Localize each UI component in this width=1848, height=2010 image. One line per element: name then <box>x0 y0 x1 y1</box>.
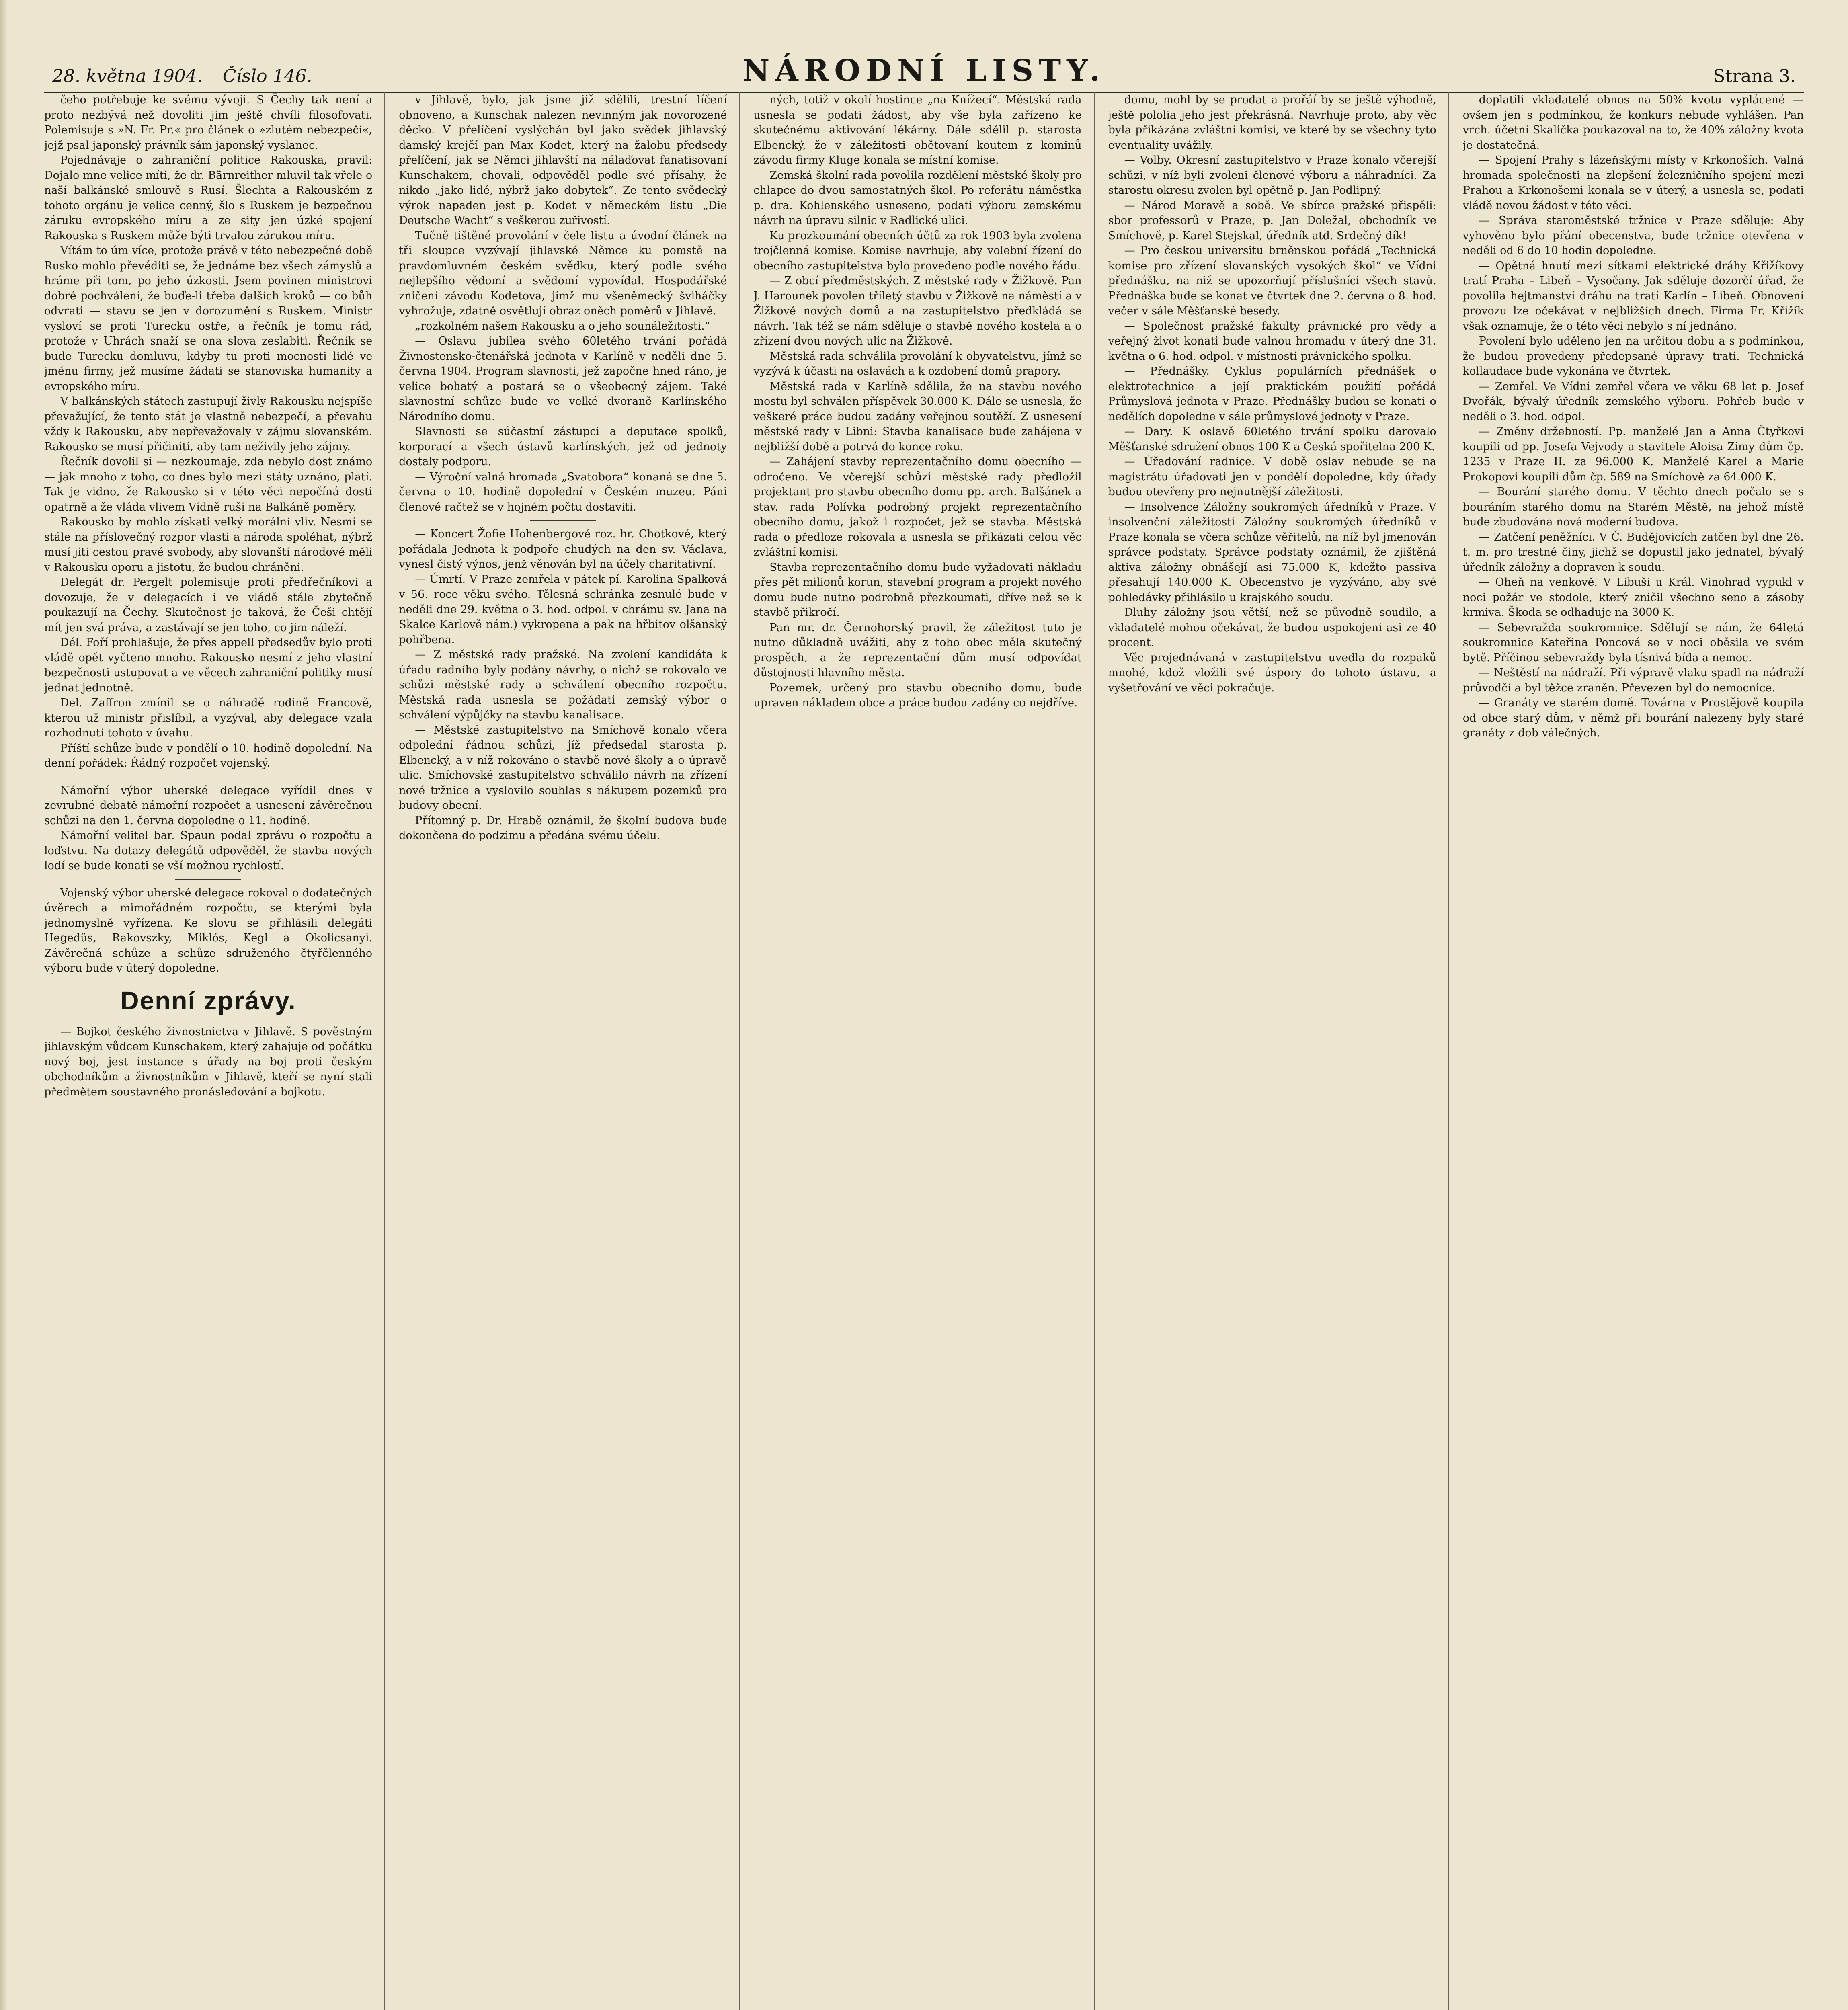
article-paragraph: Městská rada schválila provolání k obyvatelstvu, jímž se vyzývá k účasti na oslavách a k ozdobení domů prapory. <box>753 350 1082 377</box>
article-paragraph: — Zatčení peněžníci. V Č. Budějovicích zatčen byl dne 26. t. m. pro trestné činy, jichž se dopustil jako jednatel, bývalý úředník záložny a dopraven k soudu. <box>1462 531 1804 574</box>
article-paragraph: Delegát dr. Pergelt polemisuje proti předřečníkovi a dovozuje, že v delegacích i ve vládě stále zbytečně poukazují na Čechy. Skutečnost je taková, že Češi chtějí mít jen svá práva, a zastávají se jen toho, co jim náleží. <box>44 576 373 634</box>
section-heading: Denní zprávy. <box>120 986 296 1015</box>
article-paragraph: — Přednášky. Cyklus populárních přednášek o elektrotechnice a její praktickém použití pořádá Průmyslová jednota v Praze. Přednášky budou se konati o nedělích dopoledne v sále průmyslové jednoty v Praze. <box>1108 365 1436 423</box>
article-paragraph: doplatili vkladatelé obnos na 50% kvotu vyplácené — ovšem jen s podmínkou, že konkurs nebude vyhlášen. Pan vrch. účetní Skalička poukazoval na to, že 40% záložny kvota je dostatečná. <box>1462 94 1804 152</box>
article-paragraph: Rakousko by mohlo získati velký morální vliv. Nesmí se stále na příslovečný rozpor vlasti a národa spoléhat, nýbrž musí jiti cestou pravé svobody, aby slovanští národové měli v Rakousku oporu a jistotu, že budou chráněni. <box>44 516 373 574</box>
page-number: Strana 3. <box>1713 66 1796 86</box>
article-paragraph: ných, totiž v okolí hostince „na Knížecí“. Městská rada usnesla se podati žádost, aby vše byla zařízeno ke skutečnému aktivování lékárny. Dále sdělil p. starosta Elbencký, že v záležitosti obětovaní koutem z kominů závodu firmy Kluge konala se místní komise. <box>753 94 1082 166</box>
article-paragraph: — Z městské rady pražské. Na zvolení kandidáta k úřadu radního byly podány návrhy, o nichž se rokovalo ve schůzi městské rady a schválení obecního rozpočtu. Městská rada usnesla se požádati zemský výbor o schválení výpůjčky na stavbu kanalisace. <box>399 648 727 721</box>
article-paragraph: Vojenský výbor uherské delegace rokoval o dodatečných úvěrech a mimořádném rozpočtu, se kterými byla jednomyslně vyřízena. Ke slovu se přihlásili delegáti Hegedüs, Rakovszky, Miklós, Kegl a Okolicsanyi. Závěrečná schůze a schůze sdruženého čtyřčlenného výboru bude v úterý dopoledne. <box>44 886 373 974</box>
column-3 <box>753 92 1094 2010</box>
article-paragraph: — Oslavu jubilea svého 60letého trvání pořádá Živnostensko-čtenářská jednota v Karlíně v neděli dne 5. června 1904. Program slavnosti, jež započne hned ráno, je velice bohatý a postará se o všeobecný zájem. Také slavnostní schůze bude ve velké dvoraně Karlínského Národního domu. <box>399 335 727 423</box>
article-paragraph: Městská rada v Karlíně sdělila, že na stavbu nového mostu byl schválen příspěvek 30.000 K. Dále se usnesla, že veškeré práce budou zadány veřejnou soutěží. Z usnesení městské rady v Libni: Stavba kanalisace bude zahájena v nejbližší době a potrvá do konce roku. <box>753 380 1082 453</box>
article-paragraph: — Oheň na venkově. V Libuši u Král. Vinohrad vypukl v noci požár ve stodole, který zničil všechno seno a zásoby krmiva. Škoda se odhaduje na 3000 K. <box>1462 576 1804 619</box>
article-paragraph: Del. Zaffron zmínil se o náhradě rodině Francově, kterou už ministr přislíbil, a vyzýval, aby delegace vzala rozhodnutí tohoto v úvahu. <box>44 697 373 739</box>
article-paragraph: Slavnosti se súčastní zástupci a deputace spolků, korporací a všech ústavů karlínských, jež od jednoty dostaly podporu. <box>399 425 727 468</box>
article-paragraph: — Úmrtí. V Praze zemřela v pátek pí. Karolina Spalková v 56. roce věku svého. Tělesná schránka zesnulé bude v neděli dne 29. května o 3. hod. odpol. v chrámu sv. Jana na Skalce Karlově nám.) vykropena a pak na hřbitov olšanský pohřbena. <box>399 573 727 646</box>
article-paragraph: — Národ Moravě a sobě. Ve sbírce pražské přispěli: sbor professorů v Praze, p. Jan Doležal, obchodník ve Smíchově, p. Karel Stejskal, úředník atd. Srdečný dík! <box>1108 199 1436 242</box>
column-4 <box>1108 92 1449 2010</box>
article-paragraph: Vítám to úm více, protože právě v této nebezpečné době Rusko mohlo převéditi se, že jednáme bez všech zámyslů a hráme při tom, po jeho úzkosti. Jsem povinen ministrovi dobré pochválení, že buďe-li třeba dalších kroků — co bůh odvrati — stavu se jen v dorozumění s Ruskem. Ministr vysloví se proti Turecku ostře, a řečník je tomu rád, protože v Uhrách snaží se ona slova zeslabiti. Řečník se bude Turecku domluvu, kdyby tu proti mocnosti lidé ve jménu firmy, jež musíme žádati se stanoviska humanity a evropského míru. <box>44 244 373 393</box>
article-paragraph: Pozemek, určený pro stavbu obecního domu, bude upraven nákladem obce a práce budou zadány co nejdříve. <box>753 681 1082 709</box>
article-paragraph: — Spojení Prahy s lázeňskými místy v Krkonoších. Valná hromada společnosti na zlepšení železničního spojení mezi Prahou a Krkonošemi konala se v úterý, a usnesla se, podati vládě novou žádost v této věci. <box>1462 154 1804 212</box>
article-paragraph: — Výroční valná hromada „Svatobora“ konaná se dne 5. června o 10. hodině dopolední v Českém muzeu. Páni členové račtež se v hojném počtu dostaviti. <box>399 470 727 513</box>
column-2 <box>399 92 740 2010</box>
article-paragraph: — Městské zastupitelstvo na Smíchově konalo včera odpolední řádnou schůzi, jíž předsedal starosta p. Elbencký, a v níž rokováno o stavbě nové školy a o úpravě ulic. Smíchovské zastupitelstvo schválilo návrh na zřízení nové tržnice a vyslovilo souhlas s nákupem pozemků pro budovy obecní. <box>399 724 727 812</box>
article-paragraph: Námořní výbor uherské delegace vyřídil dnes v zevrubné debatě námořní rozpočet a usnesení závěrečnou schůzi na den 1. června dopoledne o 11. hodině. <box>44 784 373 827</box>
header-left <box>52 66 327 86</box>
binding-edge <box>0 0 7 2010</box>
article-paragraph: — Správa staroměstské tržnice v Praze sděluje: Aby vyhověno bylo přání obecenstva, bude tržnice otevřena v neděli od 6 do 10 hodin dopoledne. <box>1462 214 1804 257</box>
article-paragraph: Povolení bylo uděleno jen na určitou dobu a s podmínkou, že budou provedeny předepsané úpravy trati. Technická kollaudace bude vykonána ve čtvrtek. <box>1462 335 1804 377</box>
article-paragraph: Dél. Foří prohlašuje, že přes appell předsedův bylo proti vládě opět vyčteno mnoho. Rakousko nesmí z jeho vlastní bezpečnosti ustupovat a ve věcech zahraniční politiky musí jednat jednotně. <box>44 636 373 694</box>
article-paragraph: — Insolvence Záložny soukromých úředníků v Praze. V insolvenční záležitosti Záložny soukromých úředníků v Praze konala se včera schůze věřitelů, na níž byl jmenován správce podstaty. Správce podstaty oznámil, že zjištěná aktiva záložny obnášejí asi 75.000 K, kdežto passiva přesahují 140.000 K. Obecenstvo je vyzýváno, aby své pohledávky přihlásilo u krajského soudu. <box>1108 500 1436 604</box>
section-divider <box>175 879 241 880</box>
masthead-title: NÁRODNÍ LISTY. <box>742 53 1106 88</box>
article-paragraph: domu, mohl by se prodat a prořáí by se ještě výhodně, ještě pololia jeho jest překrásná. Navrhuje proto, aby věc byla přikázána zvláštní komisi, ve které by se všechny tyto eventuality uvážily. <box>1108 94 1436 152</box>
article-paragraph: — Sebevražda soukromnice. Sdělují se nám, že 64letá soukromnice Kateřina Poncová se v noci oběsila ve svém bytě. Příčinou sebevraždy byla tísnivá bída a nemoc. <box>1462 621 1804 664</box>
article-paragraph: — Bojkot českého živnostnictva v Jihlavě. S pověstným jihlavským vůdcem Kunschakem, který zahajuje od počátku nový boj, jest instance s úřady na boj proti českým obchodníkům a živnostníkům v Jihlavě, kteří se nyní stali předmětem soustavného pronásledování a bojkotu. <box>44 1025 373 1098</box>
article-paragraph: Námořní velitel bar. Spaun podal zprávu o rozpočtu a loďstvu. Na dotazy delegátů odpověděl, že stavba nových lodí se bude konati se vší možnou rychlostí. <box>44 829 373 872</box>
article-paragraph: — Z obcí předměstských. Z městské rady v Žižkově. Pan J. Harounek povolen tříletý stavbu v Žižkově na náměstí a v Žižkově nových domů a na zastupitelstvo předkládá se návrh. Tak též se nám sděluje o stavbě nového kostela a o zřízení dvou nových ulic na Žižkově. <box>753 275 1082 347</box>
article-paragraph: v Jihlavě, bylo, jak jsme již sdělili, trestní líčení obnoveno, a Kunschak nalezen nevinným jak novorozené děcko. V přelíčení vyslýchán byl jako svědek jihlavský damský krejčí pan Max Kodet, který na žalobu předsedy přelíčení, jak se Němci jihlavští na nálaďovat fanatisovaní Kunschakem, chovali, odpověděl podle své přísahy, že nikdo „jako lidé, nýbrž jako dobytek“. Ze tento svědecký výrok napaden jest p. Kodet v německém listu „Die Deutsche Wacht“ s veškerou zuřivostí. <box>399 94 727 227</box>
article-paragraph: — Volby. Okresní zastupitelstvo v Praze konalo včerejší schůzi, v níž byli zvoleni členové výboru a náhradníci. Za starostu okresu zvolen byl opětně p. Jan Podlipný. <box>1108 154 1436 197</box>
article-paragraph: — Dary. K oslavě 60letého trvání spolku darovalo Měšťanské sdružení obnos 100 K a Česká spořitelna 200 K. <box>1108 425 1436 453</box>
page-header <box>44 38 1804 94</box>
columns-container <box>44 92 1804 2010</box>
article-paragraph: čeho potřebuje ke svému vývoji. S Čechy tak není a proto nezbývá než dovoliti jim ještě chvíli filosofovati. Polemisuje s »N. Fr. Pr.« pro článek o »zlutém nebezpečí«, jejž psal japonský právník sám japonský vyslanec. <box>44 94 373 152</box>
article-paragraph: — Granáty ve starém domě. Továrna v Prostějově koupila od obce starý dům, v němž při bourání nalezeny byly staré granáty z dob válečných. <box>1462 697 1804 739</box>
article-paragraph: „rozkolném našem Rakousku a o jeho sounáležitosti.“ <box>415 320 710 332</box>
article-paragraph: — Zahájení stavby reprezentačního domu obecního — odročeno. Ve včerejší schůzi městské rady předložil projektant pro stavbu obecního domu pp. arch. Balšánek a stav. rada Polívka podrobný projekt reprezentačního obecního domu, jakož i rozpočet, jež se stavba. Městská rada o předloze rokovala a usnesla se přikázati celou věc zvláštní komisi. <box>753 455 1082 558</box>
article-paragraph: — Společnost pražské fakulty právnické pro vědy a veřejný život konati bude valnou hromadu v úterý dne 31. května o 6. hod. odpol. v místnosti právnického spolku. <box>1108 320 1436 363</box>
article-paragraph: Pojednávaje o zahraniční politice Rakouska, pravil: Dojalo mne velice míti, že dr. Bärnreither mluvil tak vřele o naší balkánské smlouvě s Rusí. Šlechta a Rakouském z tohoto orgánu je velice cenný, šlo s Ruskem je bezpečnou záruku evropského míru a ze sity jen úzké spojení Rakouska s Ruskem může býti trvalou zárukou míru. <box>44 154 373 242</box>
article-paragraph: Příští schůze bude v pondělí o 10. hodině dopolední. Na denní pořádek: Řádný rozpočet vojenský. <box>44 742 373 769</box>
article-paragraph: Tučně tištěné provolání v čele listu a úvodní článek na tři sloupce vyzývají jihlavské Němce ku pomstě na pravdomluvném českém svědku, který podle svého nejlepšího vědomí a svědomí vypovídal. Hospodářské zničení závodu Kodetova, jímž mu všeněmecký šviháčky vyhrožuje, zdatně osvětlují obraz oněch poměrů v Jihlavě. <box>399 229 727 317</box>
article-paragraph: — Bourání starého domu. V těchto dnech počalo se s bouráním starého domu na Starém Městě, na jehož místě bude zbudována nová moderní budova. <box>1462 486 1804 528</box>
column-1 <box>44 92 385 2010</box>
article-paragraph: Ku prozkoumání obecních účtů za rok 1903 byla zvolena trojčlenná komise. Komise navrhuje, aby volební řízení do obecního zastupitelstva bylo provedeno podle nového řádu. <box>753 229 1082 272</box>
article-paragraph: Přítomný p. Dr. Hrabě oznámil, že školní budova bude dokončena do podzimu a předána svému účelu. <box>399 814 727 842</box>
issue-date: 28. května 1904. <box>52 66 203 86</box>
article-paragraph: Stavba reprezentačního domu bude vyžadovati nákladu přes pět milionů korun, stavební program a projekt nového domu bude nutno podrobně přezkoumati, dříve než se k stavbě přikročí. <box>753 561 1082 619</box>
article-paragraph: V balkánských státech zastupují živly Rakousku nejspíše převažující, že tento stát je vlastně nebezpečí, a převahu vždy k Rakousku, aby nepřevažovaly v zájmu slovanském. Rakousko se musí přičiniti, aby tam neživily jeho zájmy. <box>44 395 373 453</box>
article-paragraph: — Zemřel. Ve Vídni zemřel včera ve věku 68 let p. Josef Dvořák, bývalý úředník zemského výboru. Pohřeb bude v neděli o 3. hod. odpol. <box>1462 380 1804 423</box>
article-paragraph: Zemská školní rada povolila rozdělení městské školy pro chlapce do dvou samostatných škol. Po referátu náměstka p. dra. Kohlenského usneseno, podati výboru zemskému návrh na úpravu silnic v Radlické ulici. <box>753 169 1082 227</box>
issue-number: Číslo 146. <box>222 66 312 86</box>
article-paragraph: Pan mr. dr. Černohorský pravil, že záležitost tuto je nutno důkladně uvážiti, aby z toho obec měla skutečný prospěch, a že reprezentační dům musí odpovídat důstojnosti hlavního města. <box>753 621 1082 679</box>
article-paragraph: — Změny držebností. Pp. manželé Jan a Anna Čtyřkovi koupili od pp. Josefa Vejvody a stavitele Aloisa Zimy dům čp. 1235 v Praze II. za 96.000 K. Manželé Karel a Marie Prokopovi koupili dům čp. 589 na Smíchově za 64.000 K. <box>1462 425 1804 483</box>
article-paragraph: Řečník dovolil si — nezkoumaje, zda nebylo dost známo — jak mnoho z toho, co dnes bylo mezi státy uznáno, platí. Tak je vidno, že Rakousko si v této věci nepočíná dosti opatrně a že vláda vlivem Vídně ruší na Balkáně poměry. <box>44 455 373 513</box>
section-divider <box>530 520 596 521</box>
column-5 <box>1463 92 1804 2010</box>
article-paragraph: Dluhy záložny jsou větší, než se původně soudilo, a vkladatelé mohou očekávat, že budou uspokojeni asi ze 40 procent. <box>1108 606 1436 649</box>
article-paragraph: — Opětná hnutí mezi sítkami elektrické dráhy Křižíkovy tratí Praha – Libeň – Vysočany. Jak sděluje dozorčí úřad, že povolila hejtmanství dráhu na tratí Karlín – Libeň. Obnovení provozu lze očekávat v nejbližších dnech. Firma Fr. Křižík však oznamuje, že o této věci nebylo s ní jednáno. <box>1462 259 1804 332</box>
article-paragraph: — Koncert Žofie Hohenbergové roz. hr. Chotkové, který pořádala Jednota k podpoře chudých na den sv. Václava, vynesl čistý výnos, jenž věnován byl na účely charitativní. <box>399 528 727 570</box>
article-paragraph: Věc projednávaná v zastupitelstvu uvedla do rozpaků mnohé, kdož vložili své úspory do tohoto ústavu, a vyšetřování ve věci pokračuje. <box>1108 651 1436 694</box>
article-paragraph: — Neštěstí na nádraží. Při výpravě vlaku spadl na nádraží průvodčí a byl těžce zraněn. Převezen byl do nemocnice. <box>1462 667 1804 694</box>
article-paragraph: — Pro českou universitu brněnskou pořádá „Technická komise pro zřízení slovanských vysokých škol“ ve Vídni přednášku, na niž se upozorňují příslušníci všech stavů. Přednáška bude se konat ve čtvrtek dne 2. června o 8. hod. večer v sále Měšťanské besedy. <box>1108 244 1436 317</box>
article-paragraph: — Úřadování radnice. V době oslav nebude se na magistrátu úřadovati jen v pondělí dopoledne, kdy úřady budou otevřeny pro nejnutnější záležitosti. <box>1108 455 1436 498</box>
